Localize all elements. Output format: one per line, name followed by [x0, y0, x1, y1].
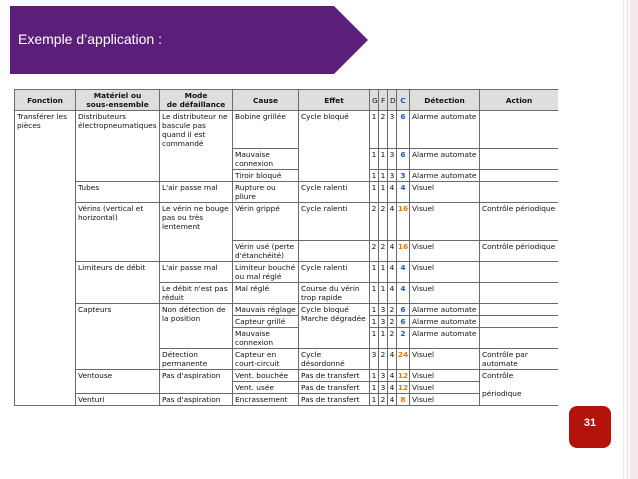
cell-f: 1 — [379, 149, 388, 170]
cell-f: 1 — [379, 328, 388, 349]
header-mode: Mode de défaillance — [160, 90, 233, 111]
cell-detection: Alarme automate — [410, 304, 480, 316]
cell-d: 2 — [388, 328, 397, 349]
amdec-table — [14, 89, 558, 406]
header-d: D — [388, 90, 397, 111]
right-edge-bar — [630, 0, 638, 479]
cell-materiel: Limiteurs de débit — [76, 262, 160, 304]
table-row — [15, 370, 559, 382]
cell-g: 1 — [370, 182, 379, 203]
cell-action — [480, 370, 559, 406]
cell-action: Contrôle périodique — [480, 203, 559, 241]
cell-c: 2 — [397, 328, 410, 349]
cell-c: 4 — [397, 262, 410, 283]
cell-materiel: Venturi — [76, 394, 160, 406]
header-effet: Effet — [299, 90, 370, 111]
header-detection: Détection — [410, 90, 480, 111]
cell-cause: Vent. usée — [233, 382, 299, 394]
cell-d: 2 — [388, 304, 397, 316]
cell-c: 12 — [397, 383, 409, 392]
cell-c: 16 — [397, 241, 410, 262]
cell-f: 2 — [379, 349, 388, 370]
cell-effet: Cycle bloqué — [299, 111, 370, 182]
cell-d: 3 — [388, 111, 397, 149]
slide-title: Exemple d’application : — [18, 31, 162, 47]
cell-f: 2 — [379, 111, 388, 149]
cell-cause: Rupture ou pliure — [233, 182, 299, 203]
cell-action — [480, 262, 559, 283]
cell-action — [480, 316, 559, 328]
cell-d: 4 — [388, 182, 397, 203]
cell-c: 6 — [397, 304, 410, 316]
cell-detection: Visuel — [410, 241, 480, 262]
cell-g: 1 — [370, 262, 379, 283]
cell-effet: Cycle ralenti — [299, 262, 370, 283]
cell-detection: Visuel — [410, 370, 480, 382]
cell-d: 4 — [388, 349, 397, 370]
cell-action: Contrôle périodique — [480, 241, 559, 262]
right-edge-line-thin — [623, 0, 624, 479]
cell-g: 1 — [370, 111, 379, 149]
cell-mode: Le distributeur ne bascule pas quand il est commandé — [160, 111, 233, 182]
cell-d: 3 — [388, 149, 397, 170]
cell-cause: Capteur en court-circuit — [233, 349, 299, 370]
cell-action — [480, 111, 559, 149]
cell-detection: Alarme automate — [410, 149, 480, 170]
cell-action — [480, 328, 559, 349]
header-g: G — [370, 90, 379, 111]
cell-d: 4 — [388, 241, 397, 262]
cell-d: 4 — [388, 370, 397, 382]
cell-d: 2 — [388, 316, 397, 328]
cell-c: 3 — [397, 170, 410, 182]
cell-f: 1 — [379, 262, 388, 283]
cell-mode: Le vérin ne bouge pas ou très lentement — [160, 203, 233, 262]
cell-cause: Mauvaise connexion — [233, 328, 299, 349]
cell-d: 4 — [388, 394, 397, 406]
cell-f: 2 — [379, 394, 388, 406]
cell-c: 4 — [397, 182, 410, 203]
cell-effet: Cycle ralenti — [299, 182, 370, 203]
cell-detection: Visuel — [410, 203, 480, 241]
table-header-row — [15, 90, 559, 111]
cell-action — [480, 149, 559, 170]
cell-f: 3 — [379, 316, 388, 328]
cell-d: 4 — [388, 203, 397, 241]
cell-fonction: Transférer les pièces — [15, 111, 76, 406]
cell-effet — [299, 241, 370, 262]
cell-action — [480, 182, 559, 203]
header-action: Action — [480, 90, 559, 111]
cell-c: 4 — [397, 283, 410, 304]
cell-mode: Détection permanente — [160, 349, 233, 370]
cell-effet: Cycle ralenti — [299, 203, 370, 241]
cell-detection: Alarme automate — [410, 170, 480, 182]
cell-c: 6 — [397, 111, 410, 149]
cell-cause: Vérin usé (perte d'étanchéité) — [233, 241, 299, 262]
amdec-table-container — [14, 89, 558, 469]
cell-g: 1 — [370, 382, 379, 394]
cell-cause: Bobine grillée — [233, 111, 299, 149]
header-cause: Cause — [233, 90, 299, 111]
right-edge-line — [627, 0, 628, 479]
header-c: C — [397, 90, 410, 111]
table-row — [15, 304, 559, 316]
cell-g: 1 — [370, 316, 379, 328]
cell-detection: Visuel — [410, 283, 480, 304]
table-row — [15, 394, 559, 406]
cell-g: 2 — [370, 241, 379, 262]
cell-d: 4 — [388, 283, 397, 304]
cell-c: 6 — [397, 316, 410, 328]
cell-detection: Visuel — [410, 394, 480, 406]
cell-materiel: Capteurs — [76, 304, 160, 370]
header-materiel: Matériel ou sous-ensemble — [76, 90, 160, 111]
cell-f: 3 — [379, 382, 388, 394]
cell-cause: Encrassement — [233, 394, 299, 406]
cell-action — [480, 170, 559, 182]
cell-cause: Mal réglé — [233, 283, 299, 304]
cell-effet: Pas de transfert — [299, 394, 370, 406]
cell-c: 6 — [397, 149, 410, 170]
cell-cause: Tiroir bloqué — [233, 170, 299, 182]
cell-g: 1 — [370, 304, 379, 316]
table-row — [15, 111, 559, 149]
cell-detection: Alarme automate — [410, 328, 480, 349]
table-row — [15, 203, 559, 241]
cell-mode: Non détection de la position — [160, 304, 233, 349]
cell-effet: Pas de transfert — [299, 370, 370, 382]
cell-materiel: Vérins (vertical et horizontal) — [76, 203, 160, 262]
cell-f: 1 — [379, 283, 388, 304]
cell-cause: Vérin grippé — [233, 203, 299, 241]
cell-g: 1 — [370, 370, 379, 382]
cell-g: 1 — [370, 149, 379, 170]
header-fonction: Fonction — [15, 90, 76, 111]
cell-mode: L'air passe mal — [160, 182, 233, 203]
cell-detection: Visuel — [410, 349, 480, 370]
cell-effet: Pas de transfert — [299, 382, 370, 394]
cell-action — [480, 283, 559, 304]
cell-g: 3 — [370, 349, 379, 370]
cell-g: 1 — [370, 170, 379, 182]
table-row — [15, 182, 559, 203]
cell-detection: Visuel — [410, 262, 480, 283]
cell-cause: Limiteur bouché ou mal réglé — [233, 262, 299, 283]
cell-materiel: Tubes — [76, 182, 160, 203]
cell-action-line: Contrôle — [482, 371, 514, 380]
cell-mode: Pas d'aspiration — [160, 370, 233, 394]
cell-d: 3 — [388, 170, 397, 182]
cell-detection: Visuel — [410, 182, 480, 203]
cell-detection: Alarme automate — [410, 111, 480, 149]
cell-detection: Visuel — [410, 382, 480, 394]
cell-detection: Alarme automate — [410, 316, 480, 328]
cell-cause: Mauvais réglage — [233, 304, 299, 316]
cell-f: 3 — [379, 370, 388, 382]
cell-c: 16 — [397, 203, 410, 241]
cell-mode: Le débit n'est pas réduit — [160, 283, 233, 304]
cell-c: 24 — [397, 349, 410, 370]
cell-action — [480, 304, 559, 316]
cell-cause: Mauvaise connexion — [233, 149, 299, 170]
cell-d: 4 — [388, 382, 397, 394]
table-row — [15, 262, 559, 283]
cell-c: 8 — [397, 394, 410, 406]
header-f: F — [379, 90, 388, 111]
cell-effet: Course du vérin trop rapide — [299, 283, 370, 304]
cell-mode: L'air passe mal — [160, 262, 233, 283]
cell-action-line: périodique — [482, 389, 522, 398]
cell-materiel: Ventouse — [76, 370, 160, 394]
cell-g: 2 — [370, 203, 379, 241]
cell-g: 1 — [370, 328, 379, 349]
cell-g: 1 — [370, 394, 379, 406]
cell-materiel: Distributeurs électropneumatiques — [76, 111, 160, 182]
cell-f: 2 — [379, 203, 388, 241]
cell-mode: Pas d'aspiration — [160, 394, 233, 406]
cell-f: 1 — [379, 170, 388, 182]
cell-effet: Cycle bloqué Marche dégradée — [299, 304, 370, 349]
cell-f: 1 — [379, 182, 388, 203]
cell-c: 12 — [397, 371, 409, 380]
cell-cause: Capteur grillé — [233, 316, 299, 328]
cell-f: 3 — [379, 304, 388, 316]
cell-f: 2 — [379, 241, 388, 262]
cell-g: 1 — [370, 283, 379, 304]
page-number: 31 — [583, 417, 597, 429]
cell-effet: Cycle désordonné — [299, 349, 370, 370]
cell-action: Contrôle par automate — [480, 349, 559, 370]
cell-d: 4 — [388, 262, 397, 283]
cell-cause: Vent. bouchée — [233, 370, 299, 382]
